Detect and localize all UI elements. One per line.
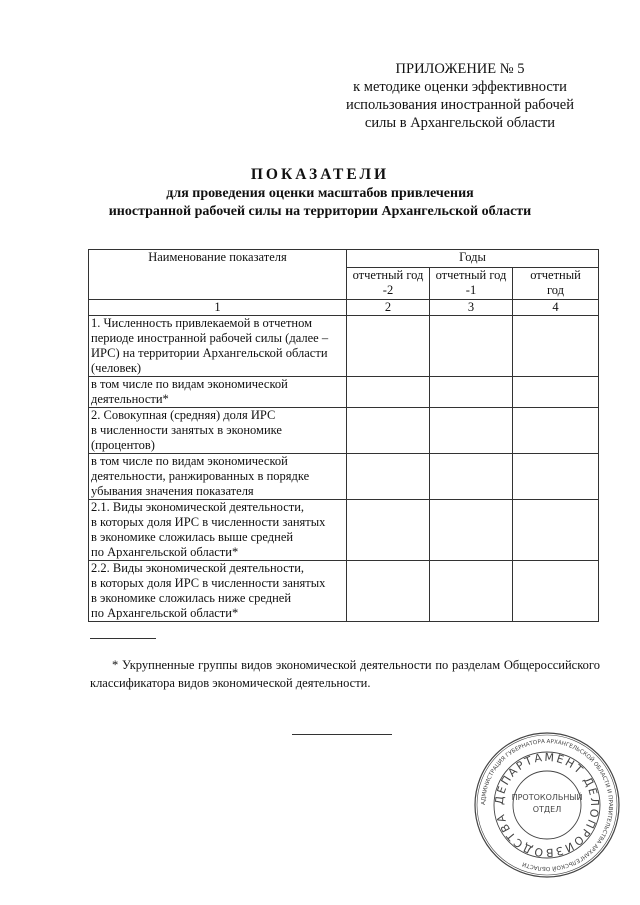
appendix-block (300, 60, 620, 132)
value-cell (513, 500, 599, 561)
value-cell (513, 454, 599, 500)
end-divider (292, 734, 392, 735)
year-col-label: отчетный год (352, 268, 424, 282)
indicator-name: в том числе по видам экономической деятельности* (89, 377, 347, 408)
year-col-offset: -1 (465, 283, 477, 297)
seal-inner-text: ДЕПАРТАМЕНТ ДЕЛОПРОИЗВОДСТВА (492, 750, 602, 860)
col-number: 4 (513, 300, 599, 316)
indicator-name: 2.1. Виды экономической деятельности, в которых доля ИРС в численности занятых в экономике сложилась выше средней по Архангельской области* (89, 500, 347, 561)
value-cell (347, 408, 430, 454)
title-main: ПОКАЗАТЕЛИ (250, 166, 390, 183)
year-col-offset: -2 (382, 283, 394, 297)
value-cell (513, 316, 599, 377)
value-cell (347, 500, 430, 561)
value-cell (347, 454, 430, 500)
value-cell (347, 316, 430, 377)
value-cell (513, 408, 599, 454)
value-cell (430, 500, 513, 561)
seal-outer-text: АДМИНИСТРАЦИЯ ГУБЕРНАТОРА АРХАНГЕЛЬСКОЙ ОБЛАСТИ И ПРАВИТЕЛЬСТВА АРХАНГЕЛЬСКОЙ ОБЛАСТИ (480, 738, 614, 872)
stamp-seal-icon (472, 730, 622, 880)
appendix-line: использования иностранной рабочей (345, 97, 574, 113)
year-col-label: отчетный год (435, 268, 507, 282)
value-cell (430, 316, 513, 377)
value-cell (430, 561, 513, 622)
table-row (89, 316, 599, 377)
title-subtitle: для проведения оценки масштабов привлечения (166, 186, 474, 201)
table-row (89, 408, 599, 454)
table-row (89, 454, 599, 500)
value-cell (513, 561, 599, 622)
appendix-line: к методике оценки эффективности (353, 79, 567, 95)
indicator-name: 2.2. Виды экономической деятельности, в которых доля ИРС в численности занятых в экономике сложилась ниже средней по Архангельской области* (89, 561, 347, 622)
table-row (89, 561, 599, 622)
value-cell (430, 408, 513, 454)
indicator-name: 1. Численность привлекаемой в отчетном периоде иностранной рабочей силы (далее – ИРС) на территории Архангельской области (человек) (89, 316, 347, 377)
indicator-name: 2. Совокупная (средняя) доля ИРС в численности занятых в экономике (процентов) (89, 408, 347, 454)
value-cell (347, 561, 430, 622)
appendix-line: силы в Архангельской области (364, 115, 556, 131)
year-col-header (430, 268, 513, 300)
seal-center-line: ПРОТОКОЛЬНЫЙ (511, 793, 583, 802)
table-row (89, 377, 599, 408)
header-name-cell (89, 250, 347, 300)
value-cell (513, 377, 599, 408)
col-number: 3 (430, 300, 513, 316)
table-row (89, 500, 599, 561)
year-col-offset: год (546, 283, 565, 297)
value-cell (347, 377, 430, 408)
col-number: 1 (89, 300, 347, 316)
column-number-row (89, 300, 599, 316)
value-cell (430, 454, 513, 500)
indicator-name: в том числе по видам экономической деятельности, ранжированных в порядке убывания значения показателя (89, 454, 347, 500)
seal-center-line: ОТДЕЛ (532, 805, 562, 814)
col-number: 2 (347, 300, 430, 316)
document-title (0, 165, 640, 221)
year-col-label: отчетный (530, 268, 581, 282)
footnote-divider (90, 638, 156, 639)
header-years-cell (347, 250, 599, 268)
value-cell (430, 377, 513, 408)
appendix-number: ПРИЛОЖЕНИЕ № 5 (395, 61, 525, 77)
header-years: Годы (459, 250, 486, 264)
header-name: Наименование показателя (148, 250, 287, 264)
year-col-header (347, 268, 430, 300)
footnote-text: * Укрупненные группы видов экономической деятельности по разделам Общероссийского классификатора видов экономической деятельности. (90, 658, 600, 690)
title-subtitle: иностранной рабочей силы на территории Архангельской области (108, 204, 532, 219)
indicators-table (88, 249, 599, 622)
year-col-header (513, 268, 599, 300)
